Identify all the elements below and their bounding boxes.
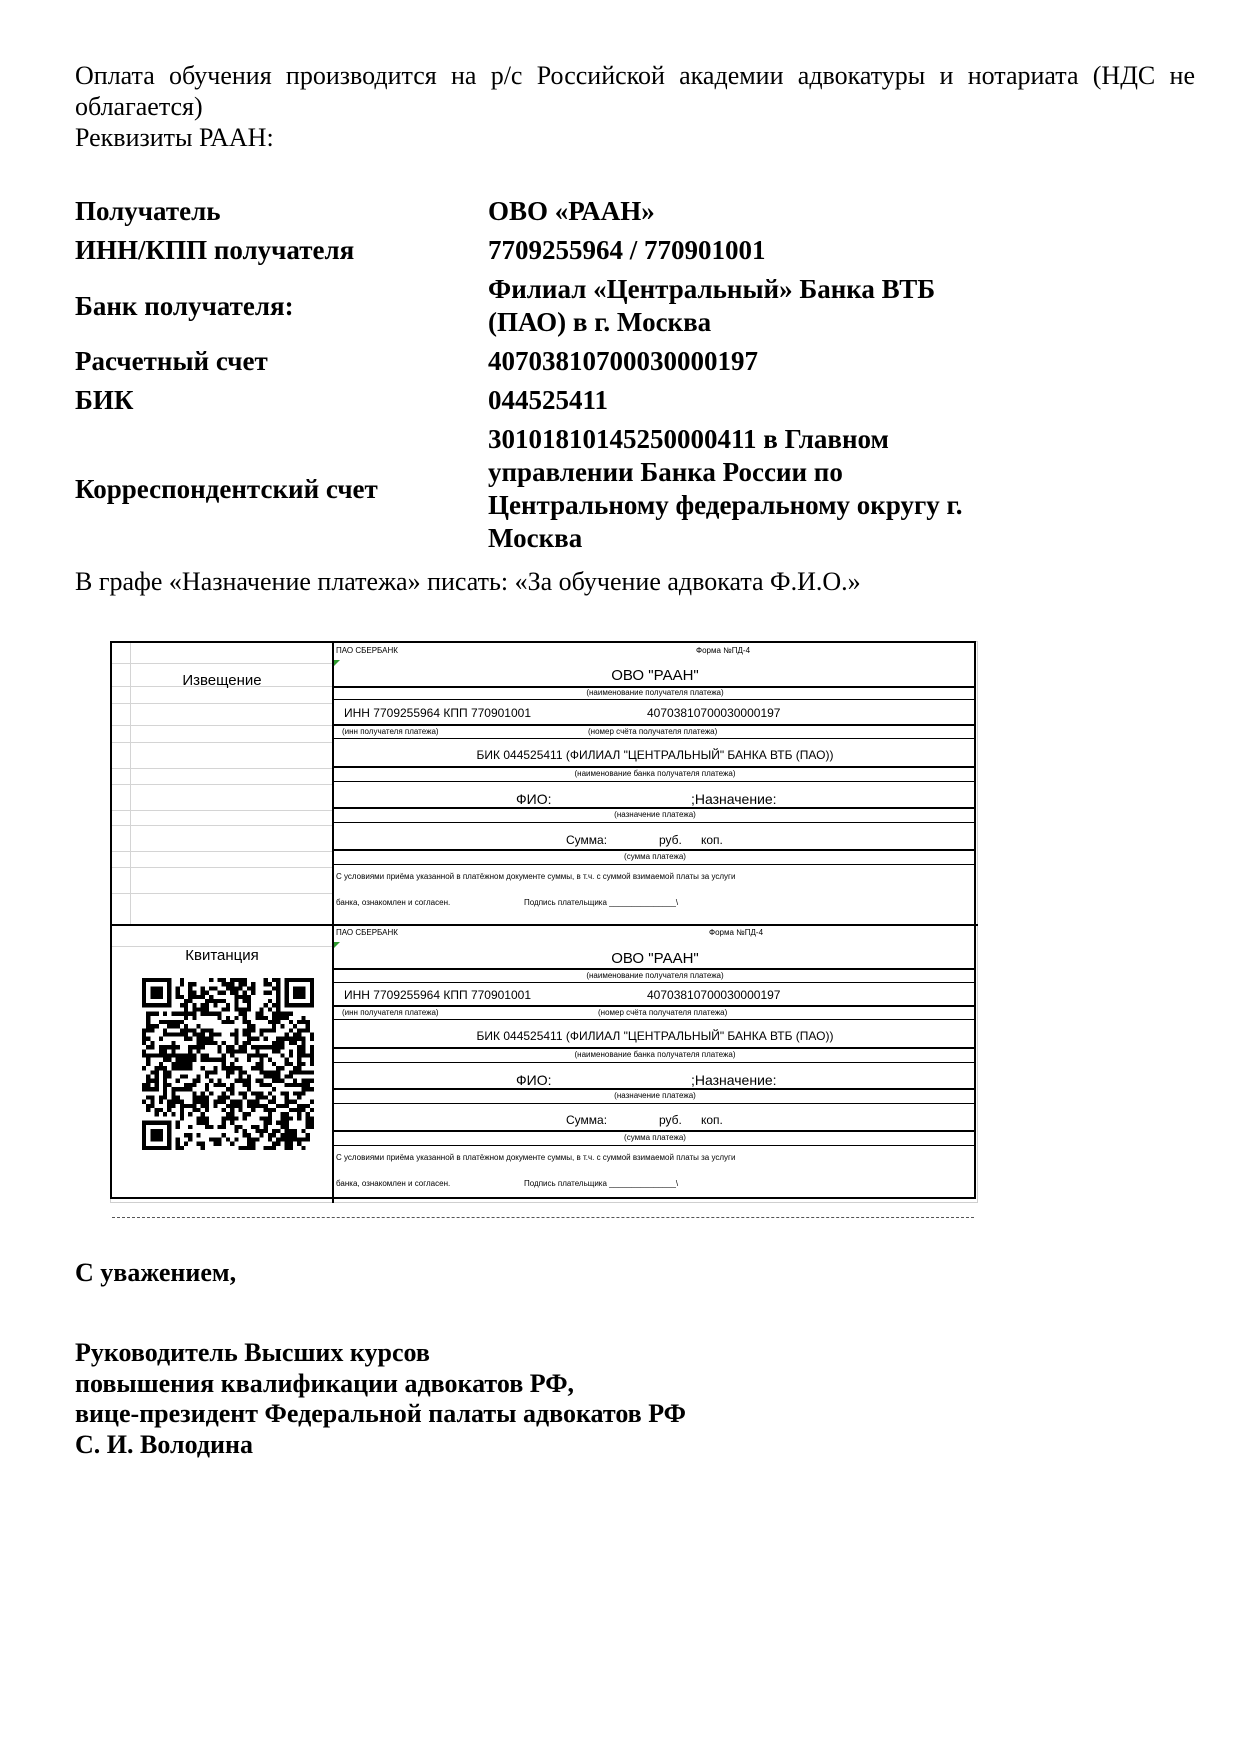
sum-label: Сумма: xyxy=(566,833,608,847)
receipt-section xyxy=(112,924,978,1203)
receipt-right-column xyxy=(334,926,976,1203)
requisite-value: 7709255964 / 770901001 xyxy=(488,235,766,265)
purpose-label: ;Назначение: xyxy=(691,791,777,807)
requisite-value: Филиал «Центральный» Банка ВТБ (ПАО) в г. Москва xyxy=(488,274,936,337)
terms-line2: банка, ознакомлен и согласен. xyxy=(336,1179,451,1188)
terms-line1: С условиями приёма указанной в платёжном документе суммы, в т.ч. с суммой взимаемой платы за услуги xyxy=(336,1153,736,1162)
signature-name: С. И. Володина xyxy=(75,1429,253,1459)
payment-purpose-note: В графе «Назначение платежа» писать: «За обучение адвоката Ф.И.О.» xyxy=(75,567,861,596)
receipt-left-column xyxy=(112,926,334,1203)
requisite-row xyxy=(75,345,1018,378)
recipient-caption: (наименование получателя платежа) xyxy=(586,971,724,980)
requisite-label: Получатель xyxy=(75,196,221,226)
requisite-row xyxy=(75,234,1018,267)
account-number: 40703810700030000197 xyxy=(647,988,781,1002)
sum-caption: (сумма платежа) xyxy=(624,1133,686,1142)
requisite-label: Корреспондентский счет xyxy=(75,473,378,504)
requisite-value: ОВО «РААН» xyxy=(488,196,655,226)
purpose-caption: (назначение платежа) xyxy=(614,1091,696,1100)
inn-kpp: ИНН 7709255964 КПП 770901001 xyxy=(344,988,532,1002)
requisites-table xyxy=(75,195,1018,561)
account-caption: (номер счёта получателя платежа) xyxy=(598,1008,728,1017)
bank-line: БИК 044525411 (ФИЛИАЛ "ЦЕНТРАЛЬНЫЙ" БАНКА ВТБ (ПАО)) xyxy=(476,1029,834,1043)
closing-greeting: С уважением, xyxy=(75,1258,237,1287)
notice-right-column xyxy=(334,643,976,924)
signature-line: Руководитель Высших курсов xyxy=(75,1338,430,1367)
form-frame xyxy=(110,641,976,1199)
cell-marker-icon xyxy=(334,942,340,948)
account-number: 40703810700030000197 xyxy=(647,706,781,720)
payer-signature: Подпись плательщика _______________\ xyxy=(524,898,679,907)
signature-line: вице-президент Федеральной палаты адвокатов РФ xyxy=(75,1399,686,1428)
kop-label: коп. xyxy=(701,1113,723,1127)
notice-title: Извещение xyxy=(182,672,262,689)
terms-line2: банка, ознакомлен и согласен. xyxy=(336,898,451,907)
purpose-caption: (назначение платежа) xyxy=(614,810,696,819)
inn-caption: (инн получателя платежа) xyxy=(342,1008,439,1017)
form-name: Форма №ПД-4 xyxy=(696,646,751,655)
recipient-name: ОВО "РААН" xyxy=(611,667,699,684)
bank-line: БИК 044525411 (ФИЛИАЛ "ЦЕНТРАЛЬНЫЙ" БАНКА ВТБ (ПАО)) xyxy=(476,748,834,762)
intro-requisites-heading: Реквизиты РААН: xyxy=(75,123,274,152)
rub-label: руб. xyxy=(659,833,682,847)
cut-line xyxy=(112,1217,974,1218)
bank-caption: (наименование банка получателя платежа) xyxy=(574,769,736,778)
receipt-title: Квитанция xyxy=(185,947,259,964)
intro-payment-text: Оплата обучения производится на р/с Российской академии адвокатуры и нотариата (НДС не облагается) xyxy=(75,61,1195,121)
requisite-value: 40703810700030000197 xyxy=(488,346,758,376)
requisite-row xyxy=(75,384,1018,417)
sum-caption: (сумма платежа) xyxy=(624,852,686,861)
intro-block xyxy=(75,60,1195,153)
rub-label: руб. xyxy=(659,1113,682,1127)
bank-caption: (наименование банка получателя платежа) xyxy=(574,1050,736,1059)
bank-name: ПАО СБЕРБАНК xyxy=(336,928,398,937)
bank-name: ПАО СБЕРБАНК xyxy=(336,646,398,655)
purpose-label: ;Назначение: xyxy=(691,1072,777,1088)
account-caption: (номер счёта получателя платежа) xyxy=(588,727,718,736)
notice-section xyxy=(112,643,978,924)
notice-left-column xyxy=(112,643,334,924)
signature-line: повышения квалификации адвокатов РФ, xyxy=(75,1368,575,1398)
payment-form-pd4 xyxy=(110,641,980,1203)
requisite-label: Расчетный счет xyxy=(75,346,268,376)
requisite-label: Банк получателя: xyxy=(75,290,294,321)
inn-caption: (инн получателя платежа) xyxy=(342,727,439,736)
form-name: Форма №ПД-4 xyxy=(709,928,764,937)
requisite-label: ИНН/КПП получателя xyxy=(75,235,355,265)
cell-marker-icon xyxy=(334,660,340,666)
payer-signature: Подпись плательщика _______________\ xyxy=(524,1179,679,1188)
fio-label: ФИО: xyxy=(516,1072,552,1088)
qr-code xyxy=(142,978,314,1150)
recipient-name: ОВО "РААН" xyxy=(611,950,699,967)
inn-kpp: ИНН 7709255964 КПП 770901001 xyxy=(344,706,532,720)
sum-label: Сумма: xyxy=(566,1113,608,1127)
requisite-label: БИК xyxy=(75,385,134,415)
requisite-value: 044525411 xyxy=(488,385,609,415)
requisite-row xyxy=(75,423,1018,555)
kop-label: коп. xyxy=(701,833,723,847)
requisite-row xyxy=(75,195,1018,228)
signature-block xyxy=(75,1338,686,1460)
fio-label: ФИО: xyxy=(516,791,552,807)
recipient-caption: (наименование получателя платежа) xyxy=(586,688,724,697)
requisite-row xyxy=(75,273,1018,339)
requisite-value: 30101810145250000411 в Главном управлении Банка России по Центральному федеральному округу г. Москва xyxy=(488,424,963,553)
terms-line1: С условиями приёма указанной в платёжном документе суммы, в т.ч. с суммой взимаемой платы за услуги xyxy=(336,872,736,881)
